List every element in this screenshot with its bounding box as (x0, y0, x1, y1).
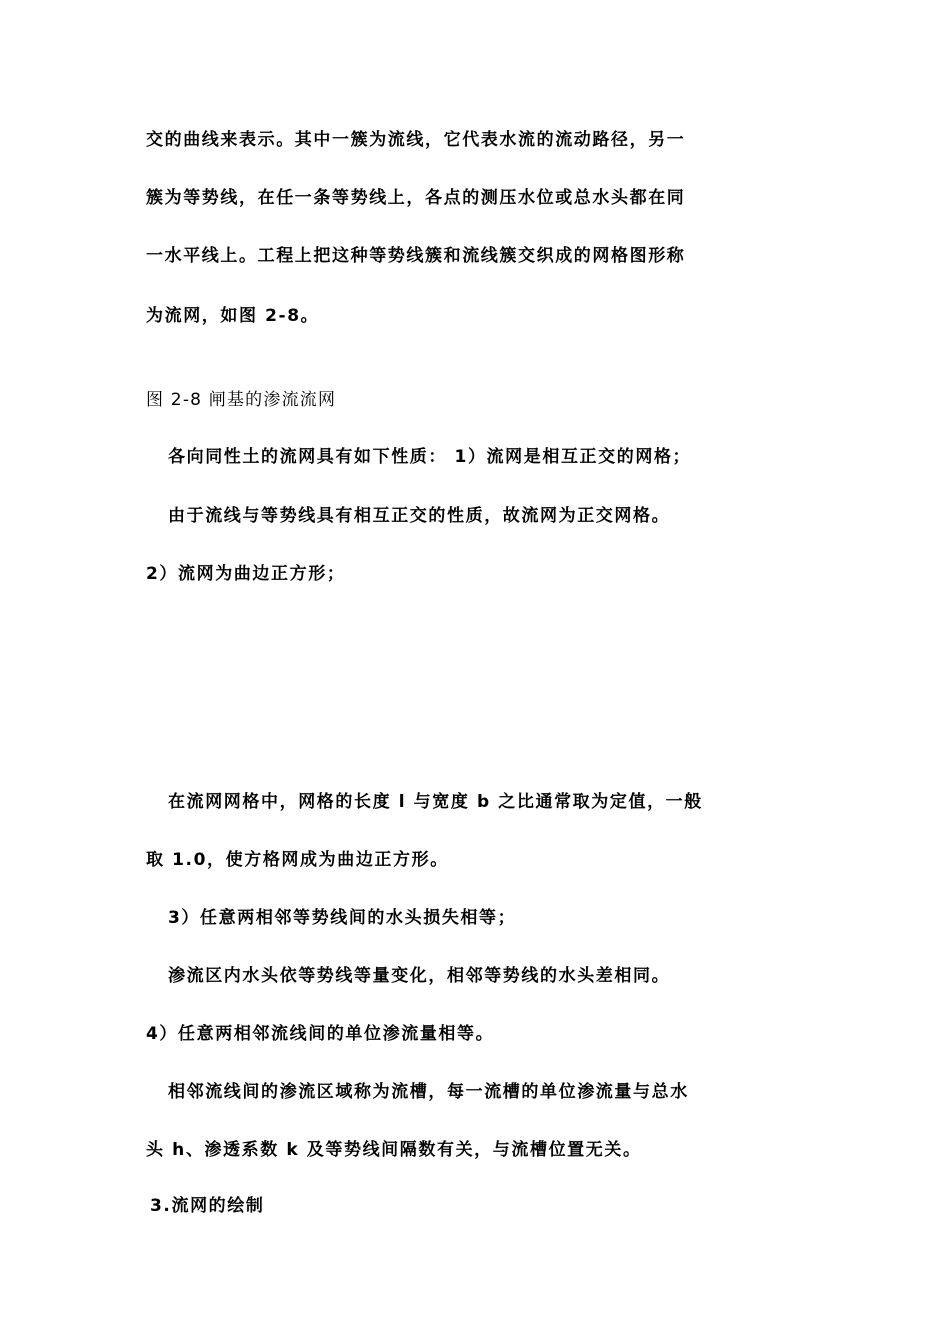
property-4-explanation-line-2: 头 h、渗透系数 k 及等势线间隔数有关，与流槽位置无关。 (146, 1140, 642, 1160)
section-heading: 3.流网的绘制 (150, 1196, 265, 1216)
property-4-explanation-line-1: 相邻流线间的渗流区域称为流槽，每一流槽的单位渗流量与总水 (168, 1082, 689, 1102)
property-2-heading: 2）流网为曲边正方形； (146, 564, 346, 584)
paragraph-line-4: 为流网，如图 2-8。 (146, 306, 320, 326)
property-2-explanation-line-2: 取 1.0，使方格网成为曲边正方形。 (146, 850, 449, 870)
paragraph-line-2: 簇为等势线，在任一条等势线上，各点的测压水位或总水头都在同 (146, 188, 686, 208)
paragraph-line-1: 交的曲线来表示。其中一簇为流线，它代表水流的流动路径，另一 (146, 130, 686, 150)
paragraph-line-3: 一水平线上。工程上把这种等势线簇和流线簇交织成的网格图形称 (146, 246, 686, 266)
figure-caption: 图 2-8 闸基的渗流流网 (146, 390, 337, 410)
property-4-heading: 4）任意两相邻流线间的单位渗流量相等。 (146, 1024, 495, 1044)
property-2-explanation-line-1: 在流网网格中，网格的长度 l 与宽度 b 之比通常取为定值，一般 (168, 792, 703, 812)
property-3-heading: 3）任意两相邻等势线间的水头损失相等； (168, 908, 517, 928)
property-1-explanation: 由于流线与等势线具有相互正交的性质，故流网为正交网格。 (168, 506, 671, 526)
property-intro: 各向同性土的流网具有如下性质： 1）流网是相互正交的网格； (168, 447, 692, 467)
property-3-explanation: 渗流区内水头依等势线等量变化，相邻等势线的水头差相同。 (168, 966, 671, 986)
